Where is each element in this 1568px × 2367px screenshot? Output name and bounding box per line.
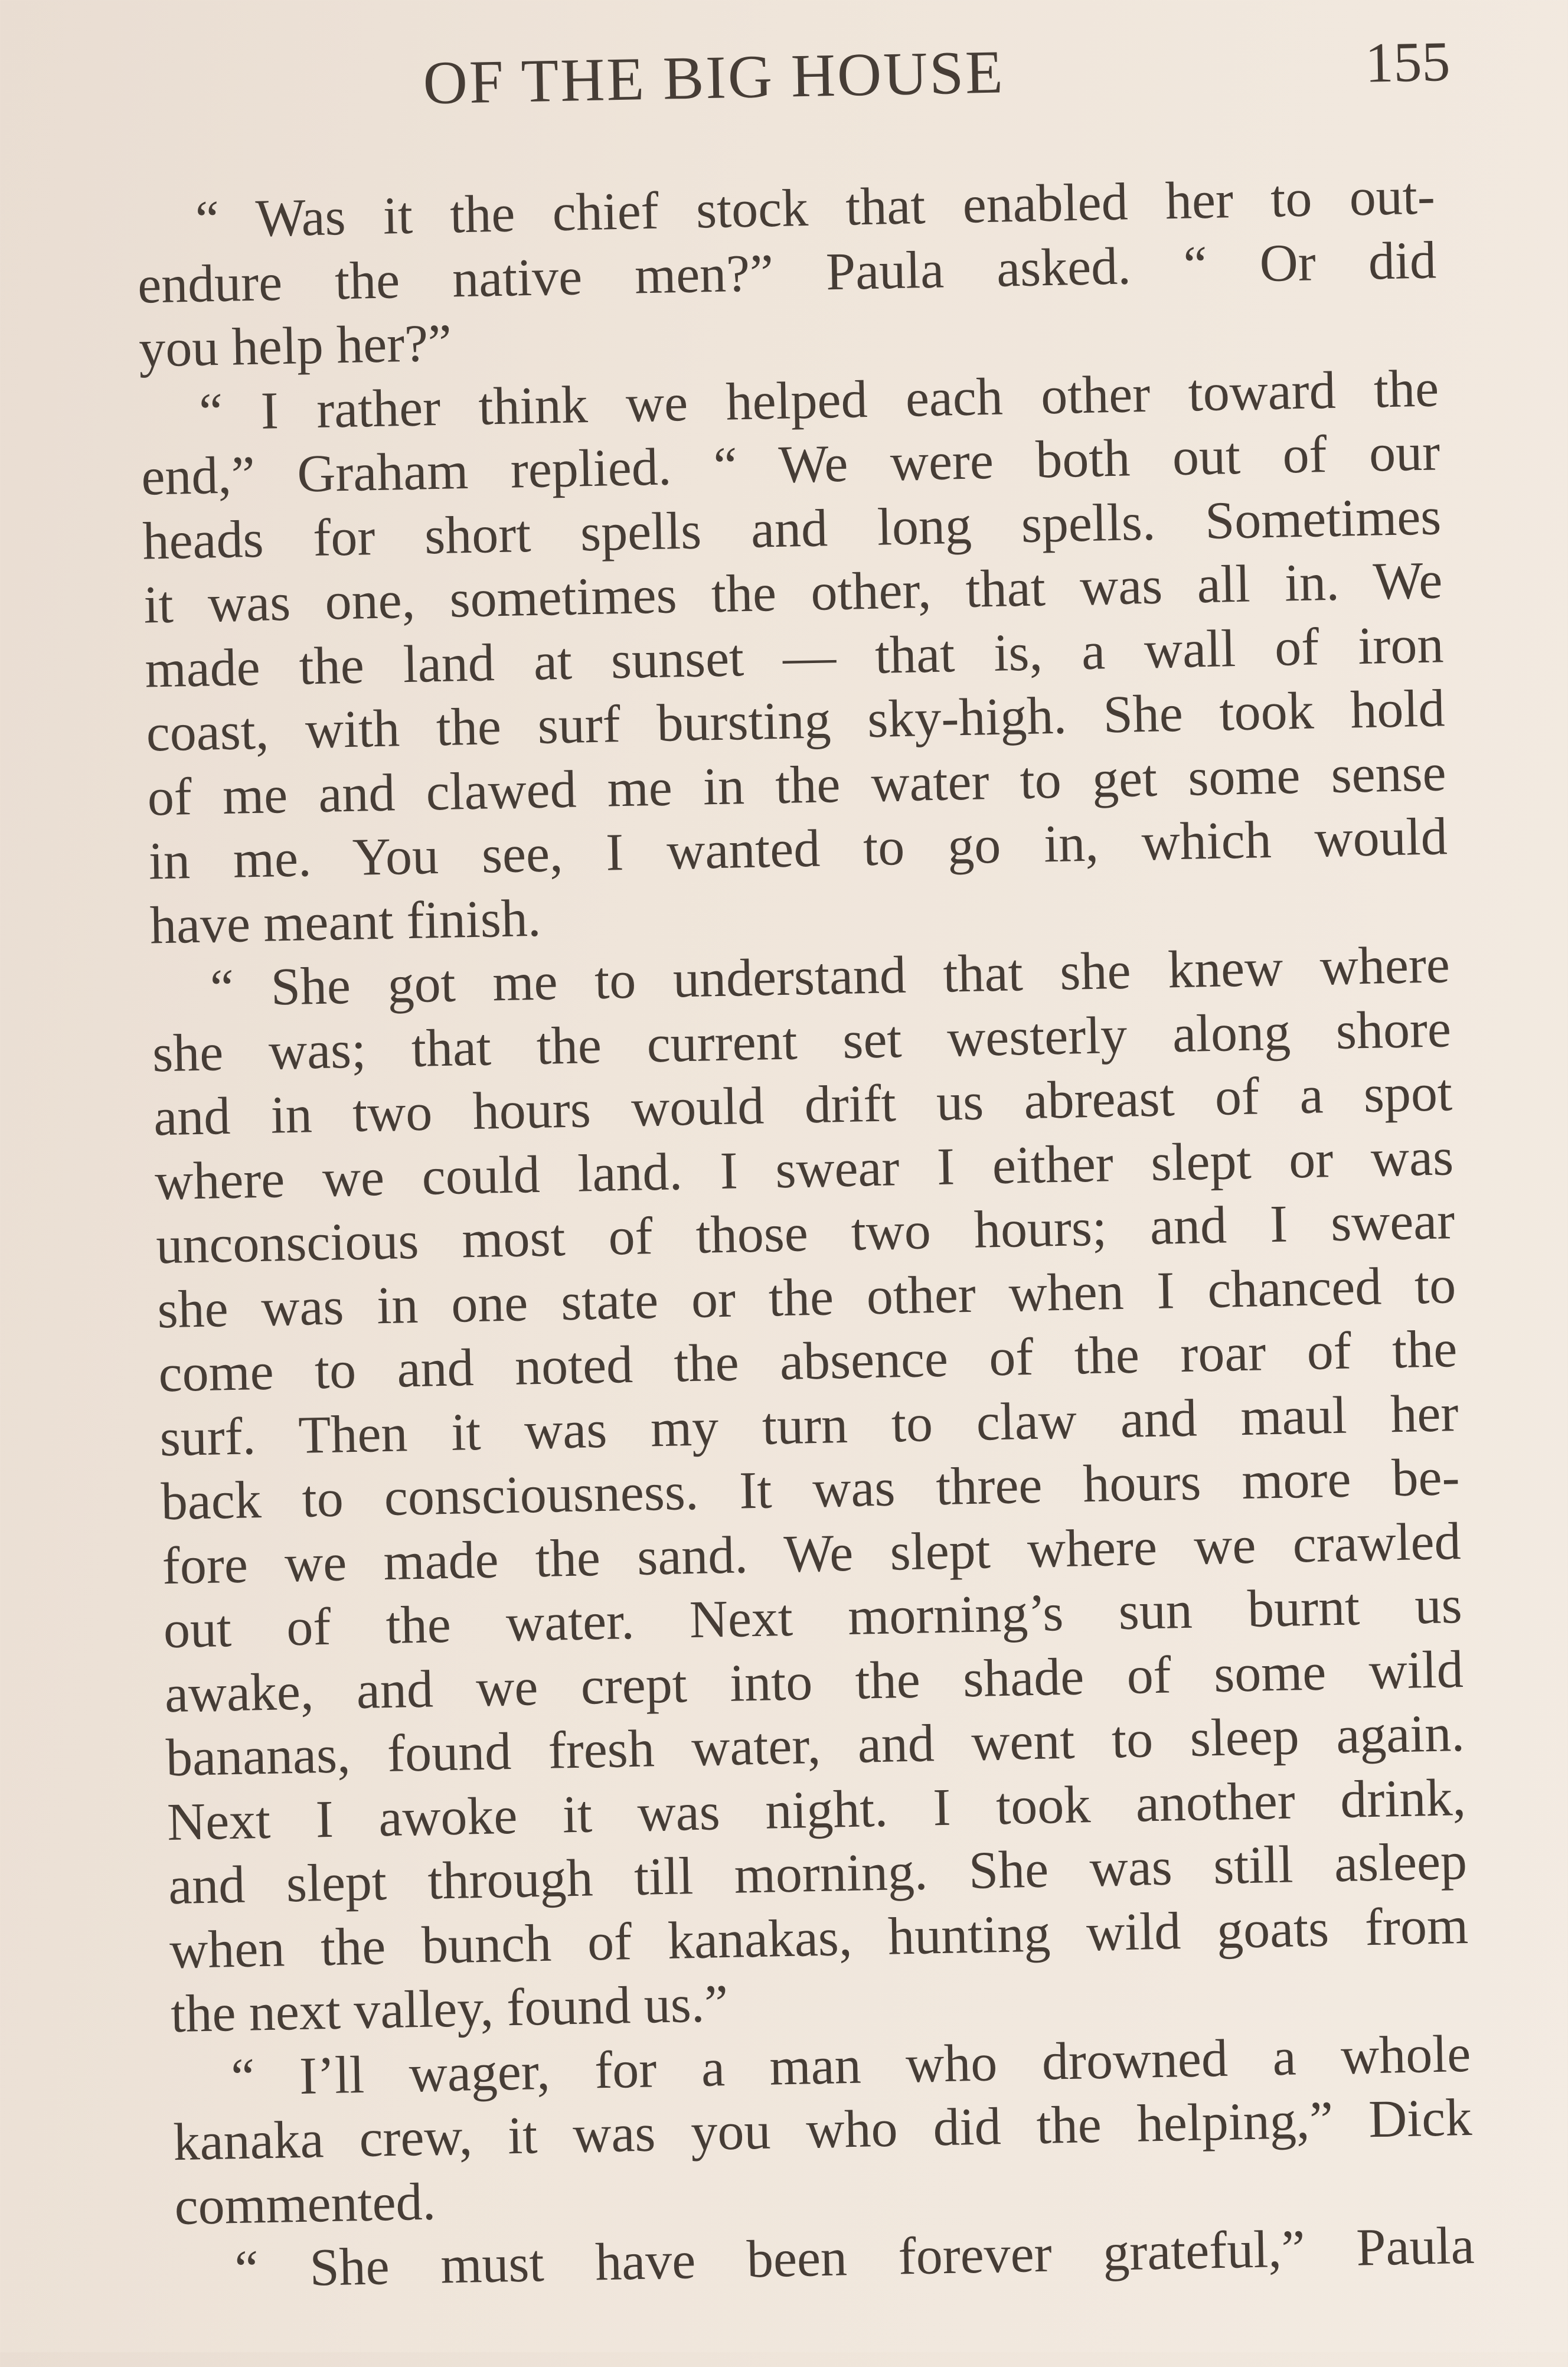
page-header xyxy=(128,28,1451,136)
text-line: end,” Graham replied. “ We were both out of our xyxy=(141,423,1440,507)
text-line: Next I awoke it was night. I took another drink, xyxy=(166,1768,1466,1852)
text-line: fore we made the sand. We slept where we crawled xyxy=(161,1511,1462,1595)
text-line: surf. Then it was my turn to claw and maul her xyxy=(159,1383,1459,1467)
paragraph xyxy=(151,933,1470,2046)
text-line: where we could land. I swear I either slept or was xyxy=(154,1127,1454,1211)
text-line: kanaka crew, it was you who did the helping,” Dick xyxy=(172,2088,1473,2172)
text-line: made the land at sunset — that is, a wall of iron xyxy=(144,615,1445,699)
text-line: come to and noted the absence of the roar of the xyxy=(158,1320,1458,1403)
text-line: bananas, found fresh water, and went to sleep again. xyxy=(165,1703,1465,1788)
text-line: “ I rather think we helped each other toward the xyxy=(198,358,1439,442)
running-title: OF THE BIG HOUSE xyxy=(422,38,1005,117)
text-line: she was; that the current set westerly along shore xyxy=(152,999,1452,1083)
text-line: when the bunch of kanakas, hunting wild goats from xyxy=(169,1896,1469,1980)
text-line: it was one, sometimes the other, that was all in. We xyxy=(143,551,1443,635)
paragraph xyxy=(136,164,1438,381)
text-line: coast, with the surf bursting sky-high. She took hold xyxy=(145,679,1446,763)
text-line: have meant finish. xyxy=(149,889,542,955)
text-line: and slept through till morning. She was still asleep xyxy=(168,1831,1468,1916)
text-line: heads for short spells and long spells. Sometimes xyxy=(142,487,1442,571)
text-line: the next valley, found us.” xyxy=(170,1974,729,2044)
text-line: endure the native men?” Paula asked. “ Or did xyxy=(137,230,1437,315)
text-line: awake, and we crept into the shade of some wild xyxy=(164,1640,1464,1723)
text-line: in me. You see, I wanted to go in, which would xyxy=(148,807,1448,891)
text-line: “ Was it the chief stock that enabled her to out- xyxy=(195,166,1436,249)
body-text xyxy=(136,164,1475,2303)
text-line: back to consciousness. It was three hours more be- xyxy=(160,1448,1461,1532)
text-line: you help her?” xyxy=(138,314,452,378)
text-line: out of the water. Next morning’s sun burnt us xyxy=(162,1576,1463,1660)
text-line: and in two hours would drift us abreast of a spot xyxy=(153,1063,1453,1147)
paragraph xyxy=(171,2022,1474,2239)
text-line: “ She got me to understand that she knew where xyxy=(210,935,1451,1018)
text-line: “ She must have been forever grateful,” Paula xyxy=(234,2216,1475,2299)
page-number: 155 xyxy=(1364,29,1451,94)
text-line: “ I’ll wager, for a man who drowned a whole xyxy=(230,2024,1472,2107)
paragraph xyxy=(139,357,1449,958)
text-line: unconscious most of those two hours; and I swear xyxy=(155,1191,1455,1275)
text-line: of me and clawed me in the water to get some sense xyxy=(146,743,1447,827)
text-line: commented. xyxy=(174,2172,436,2236)
text-line: she was in one state or the other when I chanced to xyxy=(156,1255,1457,1339)
